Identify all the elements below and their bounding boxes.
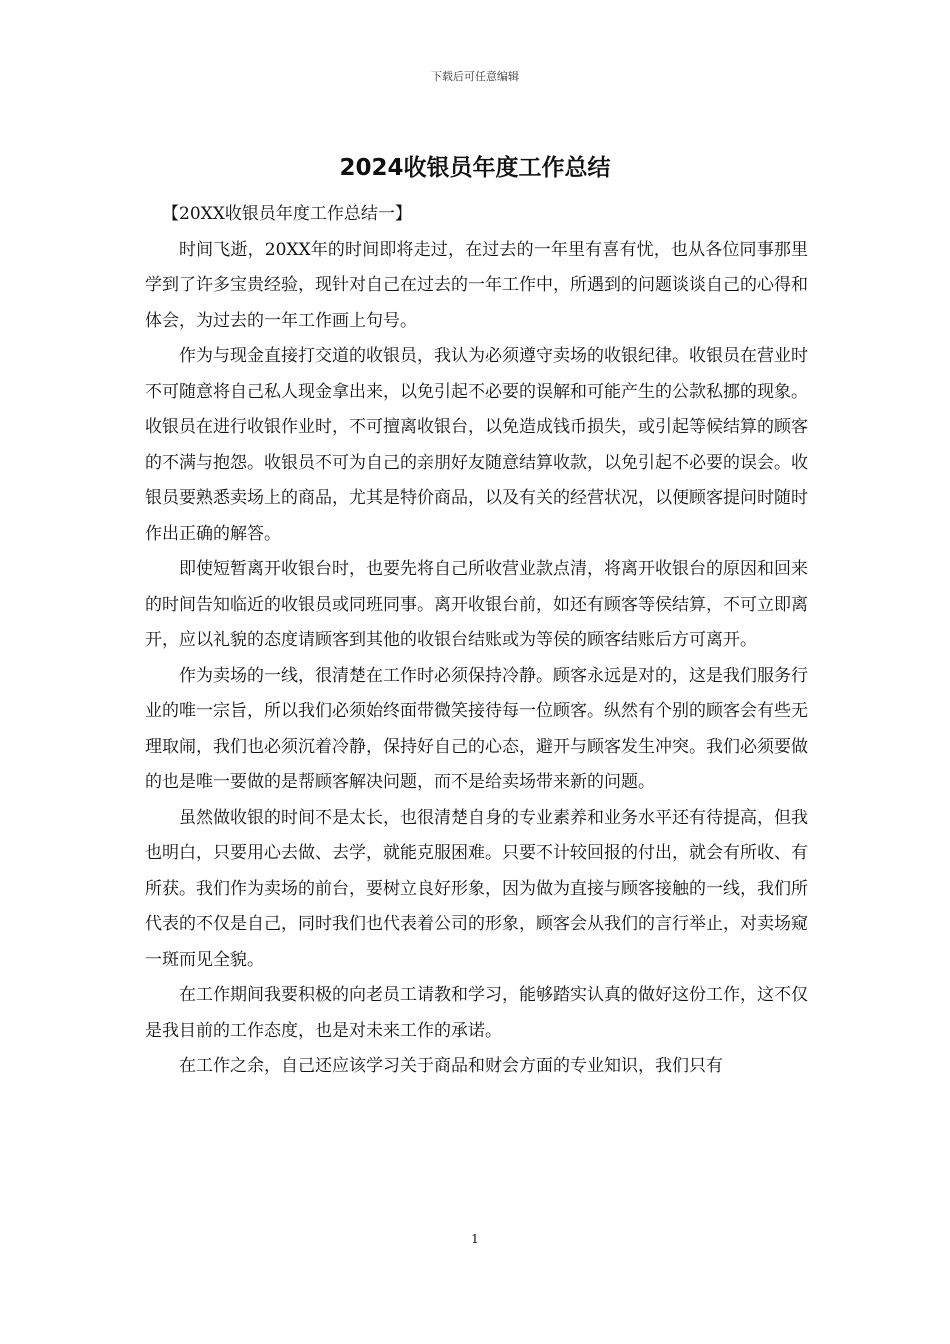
section-heading: 【20XX收银员年度工作总结一】 (162, 204, 412, 224)
document-title: 2024收银员年度工作总结 (339, 155, 611, 181)
paragraph: 作为与现金直接打交道的收银员，我认为必须遵守卖场的收银纪律。收银员在营业时不可随意将自己私人现金拿出来，以免引起不必要的误解和可能产生的公款私挪的现象。收银员在进行收银作业时，不可擅离收银台，以免造成钱币损失，或引起等候结算的顾客的不满与抱怨。收银员不可为自己的亲朋好友随意结算收款，以免引起不必要的误会。收银员要熟悉卖场上的商品，尤其是特价商品，以及有关的经营状况，以便顾客提问时随时作出正确的解答。 (145, 346, 808, 544)
document-body (145, 197, 808, 1085)
paragraph: 虽然做收银的时间不是太长，也很清楚自身的专业素养和业务水平还有待提高，但我也明白，只要用心去做、去学，就能克服困难。只要不计较回报的付出，就会有所收、有所获。我们作为卖场的前台，要树立良好形象，因为做为直接与顾客接触的一线，我们所代表的不仅是自己，同时我们也代表着公司的形象，顾客会从我们的言行举止，对卖场窥一斑而见全貌。 (145, 807, 808, 970)
paragraph: 在工作期间我要积极的向老员工请教和学习，能够踏实认真的做好这份工作，这不仅是我目前的工作态度，也是对未来工作的承诺。 (145, 985, 808, 1041)
paragraph: 作为卖场的一线，很清楚在工作时必须保持冷静。顾客永远是对的，这是我们服务行业的唯一宗旨，所以我们必须始终面带微笑接待每一位顾客。纵然有个别的顾客会有些无理取闹，我们也必须沉着冷静，保持好自己的心态，避开与顾客发生冲突。我们必须要做的也是唯一要做的是帮顾客解决问题，而不是给卖场带来新的问题。 (145, 665, 808, 792)
paragraph: 在工作之余，自己还应该学习关于商品和财会方面的专业知识，我们只有 (179, 1056, 723, 1076)
paragraph: 时间飞逝，20XX年的时间即将走过，在过去的一年里有喜有忧，也从各位同事那里学到了许多宝贵经验，现针对自己在过去的一年工作中，所遇到的问题谈谈自己的心得和体会，为过去的一年工作画上句号。 (145, 239, 808, 331)
page-header-note: 下载后可任意编辑 (431, 70, 519, 83)
page-number: 1 (471, 1232, 479, 1246)
paragraph: 即使短暂离开收银台时，也要先将自己所收营业款点清，将离开收银台的原因和回来的时间告知临近的收银员或同班同事。离开收银台前，如还有顾客等侯结算，不可立即离开，应以礼貌的态度请顾客到其他的收银台结账或为等侯的顾客结账后方可离开。 (145, 559, 808, 650)
